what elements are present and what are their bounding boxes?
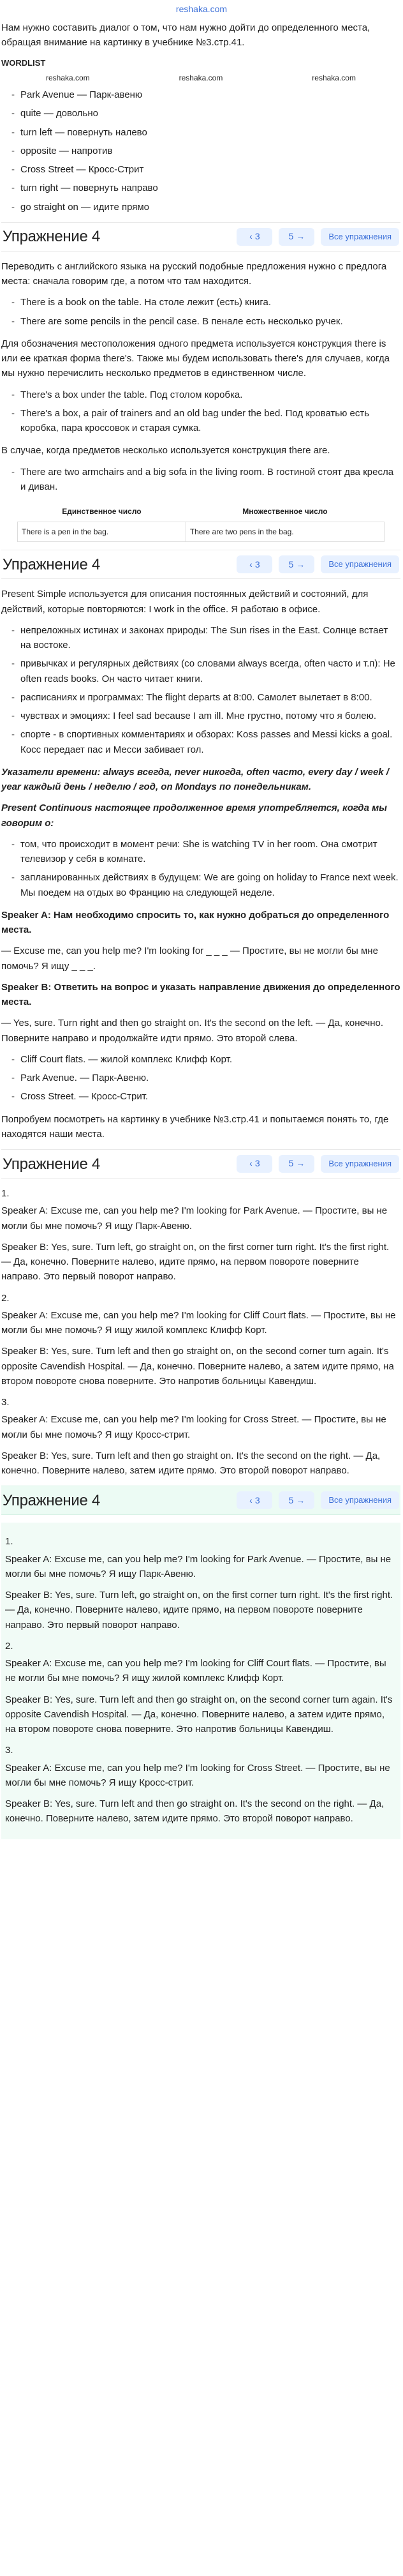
- list-item: - There are some pencils in the pencil case. В пенале есть несколько ручек.: [11, 314, 400, 329]
- table-row: [18, 522, 385, 542]
- exercise-title: Упражнение 4: [3, 555, 100, 573]
- list-item: - opposite — напротив: [11, 144, 400, 158]
- list-item: - привычках и регулярных действиях (со словами always всегда, often часто и т.п): He often reads books. Он часто читает книги.: [11, 656, 400, 686]
- next-exercise-button[interactable]: 5 →: [279, 228, 314, 246]
- speaker-a: Speaker A: Excuse me, can you help me? I'm looking for Cliff Court flats. — Простите, вы не могли бы мне помочь? Я ищу жилой комплекс Клифф Корт.: [5, 1658, 386, 1684]
- pager: [237, 1491, 399, 1509]
- list-item: - непреложных истинах и законах природы: The Sun rises in the East. Солнце встает на востоке.: [11, 623, 400, 653]
- all-exercises-button[interactable]: Все упражнения: [321, 1155, 399, 1173]
- site-domain-link[interactable]: reshaka.com: [175, 4, 228, 14]
- intro-text: Нам нужно составить диалог о том, что нам нужно дойти до определенного места, обращая внимание на картинку в учебнике №3.стр.41.: [1, 22, 370, 49]
- list-item: - There is a book on the table. На столе лежит (есть) книга.: [11, 295, 400, 310]
- chevron-left-icon: ‹: [249, 231, 253, 242]
- paragraph: Попробуем посмотреть на картинку в учебнике №3.стр.41 и попытаемся понять то, где находятся наши места.: [1, 1113, 389, 1140]
- dialogue-number: 1.: [1, 1188, 10, 1200]
- prev-exercise-button[interactable]: ‹ 3: [237, 1155, 272, 1173]
- dialogues: [1, 1186, 400, 1478]
- grammar-table: [17, 502, 385, 542]
- exercise-title: Упражнение 4: [3, 228, 100, 246]
- pager: [237, 228, 399, 246]
- list-item: - расписаниях и программах: The flight departs at 8:00. Самолет вылетает в 8:00.: [11, 690, 400, 705]
- examples-list: [1, 295, 400, 329]
- arrow-right-icon: →: [296, 1158, 305, 1169]
- paragraph: Speaker A: Нам необходимо спросить то, как нужно добраться до определенного места.: [1, 909, 390, 936]
- exercise-nav: [1, 1149, 400, 1179]
- next-exercise-button[interactable]: 5 →: [279, 555, 314, 573]
- list-item: - turn left — повернуть налево: [11, 125, 400, 140]
- prev-exercise-button[interactable]: ‹ 3: [237, 1491, 272, 1509]
- prev-exercise-button[interactable]: ‹ 3: [237, 555, 272, 573]
- exercise-title: Упражнение 4: [3, 1155, 100, 1173]
- examples-list: [1, 388, 400, 436]
- list-item: - запланированных действиях в будущем: We are going on holiday to France next week. Мы поедем на отдых во Францию на следующей неделе.: [11, 870, 400, 900]
- rules-list: [1, 837, 400, 900]
- arrow-right-icon: →: [296, 1495, 305, 1505]
- table-cell: There are two pens in the bag.: [186, 522, 384, 542]
- speaker-a: Speaker A: Excuse me, can you help me? I'm looking for Cliff Court flats. — Простите, вы не могли бы мне помочь? Я ищу жилой комплекс Клифф Корт.: [1, 1309, 396, 1336]
- arrow-right-icon: →: [296, 559, 305, 569]
- pager: [237, 555, 399, 573]
- list-item: - turn right — повернуть направо: [11, 181, 400, 195]
- table-header: Единственное число: [62, 507, 142, 516]
- dialogue-number: 3.: [1, 1397, 10, 1408]
- speaker-a: Speaker A: Excuse me, can you help me? I'm looking for Cross Street. — Простите, вы не могли бы мне помочь? Я ищу Кросс-стрит.: [5, 1762, 390, 1788]
- paragraph: Speaker B: Ответить на вопрос и указать направление движения до определенного места.: [1, 981, 400, 1008]
- watermark-row: reshaka.com reshaka.com reshaka.com: [45, 73, 356, 82]
- prev-exercise-button[interactable]: ‹ 3: [237, 228, 272, 246]
- all-exercises-button[interactable]: Все упражнения: [321, 228, 399, 246]
- list-item: - том, что происходит в момент речи: She is watching TV in her room. Она смотрит телевизор у себя в комнате.: [11, 837, 400, 867]
- dialogue-number: 2.: [5, 1640, 13, 1652]
- speaker-a: Speaker A: Excuse me, can you help me? I'm looking for Park Avenue. — Простите, вы не могли бы мне помочь? Я ищу Парк-Авеню.: [1, 1205, 388, 1232]
- dialogue-number: 3.: [5, 1745, 13, 1756]
- places-list: [1, 1052, 400, 1104]
- dialogues-highlighted: [1, 1523, 400, 1839]
- examples-list: [1, 465, 400, 495]
- list-item: - There's a box under the table. Под столом коробка.: [11, 388, 400, 402]
- exercise-nav: [1, 550, 400, 579]
- speaker-b: Speaker B: Yes, sure. Turn left and then go straight on. It's the second on the right. — Да, конечно. Поверните налево, затем идите прямо. Это второй поворот направо.: [5, 1798, 385, 1825]
- next-exercise-button[interactable]: 5 →: [279, 1155, 314, 1173]
- paragraph: Переводить с английского языка на русский подобные предложения нужно с предлога места: сначала говорим где, а потом что там находится.: [1, 260, 387, 287]
- speaker-a: Speaker A: Excuse me, can you help me? I'm looking for Cross Street. — Простите, вы не могли бы мне помочь? Я ищу Кросс-стрит.: [1, 1414, 386, 1440]
- paragraph: — Yes, sure. Turn right and then go straight on. It's the second on the left. — Да, конечно. Поверните направо и продолжайте идти прямо. Это второй слева.: [1, 1018, 383, 1044]
- paragraph: Для обозначения местоположения одного предмета используется конструкция there is или ее краткая форма there's. Также мы будем использовать there's для случаев, когда мы нужно перечислить несколько предметов в единственном числе.: [1, 338, 390, 379]
- speaker-a: Speaker A: Excuse me, can you help me? I'm looking for Park Avenue. — Простите, вы не могли бы мне помочь? Я ищу Парк-Авеню.: [5, 1553, 392, 1579]
- speaker-b: Speaker B: Yes, sure. Turn left and then go straight on, on the second corner turn again. It's opposite Cavendish Hospital. — Да, конечно. Поверните налево, а затем идите прямо, на втором повороте снова поверните. Это напротив больницы Кавендиш.: [5, 1694, 393, 1735]
- rules-list: [1, 623, 400, 757]
- exercise-nav: [1, 1486, 400, 1515]
- chevron-left-icon: ‹: [249, 1495, 253, 1505]
- speaker-b: Speaker B: Yes, sure. Turn left and then go straight on, on the second corner turn again. It's opposite Cavendish Hospital. — Да, конечно. Поверните налево, а затем идите прямо, на втором повороте снова поверните. Это напротив больницы Кавендиш.: [1, 1346, 394, 1387]
- content: [0, 20, 403, 1839]
- list-item: - чувствах и эмоциях: I feel sad because I am ill. Мне грустно, потому что я болею.: [11, 709, 400, 723]
- all-exercises-button[interactable]: Все упражнения: [321, 555, 399, 573]
- wordlist-title: WORDLIST: [1, 57, 46, 68]
- chevron-left-icon: ‹: [249, 559, 253, 569]
- table-cell: There is a pen in the bag.: [18, 522, 186, 542]
- list-item: - quite — довольно: [11, 106, 400, 121]
- speaker-b: Speaker B: Yes, sure. Turn left and then go straight on. It's the second on the right. — Да, конечно. Поверните налево, затем идите прямо. Это второй поворот направо.: [1, 1450, 381, 1477]
- paragraph: Present Simple используется для описания постоянных действий и состояний, для действий, которые повторяются: I work in the office. Я работаю в офисе.: [1, 589, 369, 615]
- list-item: - Cross Street. — Кросс-Стрит.: [11, 1089, 400, 1104]
- list-item: - go straight on — идите прямо: [11, 200, 400, 215]
- table-header: Множественное число: [242, 507, 328, 516]
- dialogue-number: 2.: [1, 1292, 10, 1304]
- time-markers: Указатели времени: always всегда, never никогда, often часто, every day / week / year каждый день / неделю / год, on Mondays по понедельникам.: [1, 766, 389, 793]
- list-item: - Park Avenue. — Парк-Авеню.: [11, 1071, 400, 1085]
- all-exercises-button[interactable]: Все упражнения: [321, 1491, 399, 1509]
- exercise-title: Упражнение 4: [3, 1491, 100, 1509]
- list-item: - Park Avenue — Парк-авеню: [11, 87, 400, 102]
- paragraph: — Excuse me, can you help me? I'm looking for _ _ _ — Простите, вы не могли бы мне помочь? Я ищу _ _ _.: [1, 945, 378, 972]
- paragraph: В случае, когда предметов несколько используется конструкция there are.: [1, 445, 330, 456]
- speaker-b: Speaker B: Yes, sure. Turn left, go straight on, on the first corner turn right. It's the first right. — Да, конечно. Поверните налево, идите прямо, на первом повороте поверните направо. Это первый поворот направо.: [1, 1241, 390, 1283]
- arrow-right-icon: →: [296, 231, 305, 242]
- list-item: - спорте - в спортивных комментариях и обзорах: Koss passes and Messi kicks a goal. Косс передает пас и Месси забивает гол.: [11, 727, 400, 757]
- exercise-nav: [1, 222, 400, 252]
- wordlist: [1, 87, 400, 215]
- list-item: - There are two armchairs and a big sofa in the living room. В гостиной стоят два кресла и диван.: [11, 465, 400, 495]
- pager: [237, 1155, 399, 1173]
- next-exercise-button[interactable]: 5 →: [279, 1491, 314, 1509]
- chevron-left-icon: ‹: [249, 1158, 253, 1169]
- paragraph: Present Continuous настоящее продолженное время употребляется, когда мы говорим о:: [1, 802, 387, 829]
- speaker-b: Speaker B: Yes, sure. Turn left, go straight on, on the first corner turn right. It's the first right. — Да, конечно. Поверните налево, идите прямо, на первом повороте поверните направо. Это первый поворот направо.: [5, 1590, 393, 1631]
- list-item: - Cross Street — Кросс-Стрит: [11, 162, 400, 177]
- list-item: - There's a box, a pair of trainers and an old bag under the bed. Под кроватью есть коробка, пара кроссовок и старая сумка.: [11, 406, 400, 436]
- dialogue-number: 1.: [5, 1536, 13, 1548]
- list-item: - Cliff Court flats. — жилой комплекс Клифф Корт.: [11, 1052, 400, 1067]
